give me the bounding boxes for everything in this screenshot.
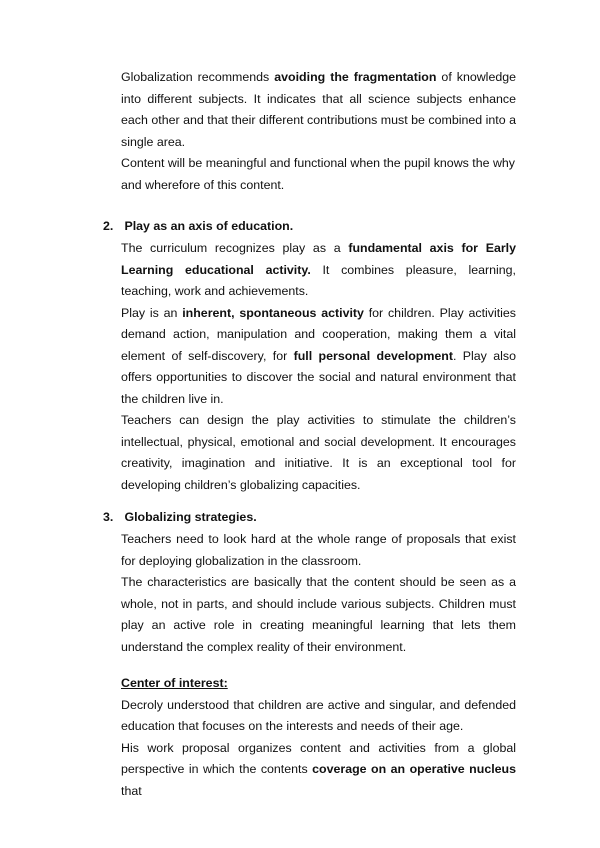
text-run: of knowledge into different subjects. It indicates that all science subjects enhance each other and that their different contributions must be combined into a single area. <box>121 70 517 149</box>
section-2-heading <box>103 216 523 238</box>
text-run: His work proposal organizes content and activities from a global perspective in which the contents <box>121 740 516 776</box>
section-number: 2. <box>103 219 114 233</box>
section-3-heading <box>103 507 523 529</box>
bold-text: coverage on an operative nucleus <box>312 762 516 776</box>
text-run: that <box>121 783 142 798</box>
section-title: Play as an axis of education. <box>124 219 294 233</box>
bold-text: inherent, spontaneous activity <box>182 305 364 320</box>
section-title: Globalizing strategies. <box>124 510 257 524</box>
bold-text: full personal development <box>293 348 453 363</box>
center-paragraph-2 <box>121 738 516 803</box>
center-paragraph-1: Decroly understood that children are active and singular, and defended education that focuses on the interests and needs of their age. <box>121 697 516 733</box>
bold-text: fundamental axis for Early Learning educational activity. <box>121 241 517 277</box>
center-of-interest-block <box>121 673 516 802</box>
section-2-body <box>121 238 516 496</box>
section-3-body <box>121 529 516 658</box>
text-run: for children. Play activities demand action, manipulation and cooperation, making them a vital element of self-discovery, for <box>121 305 517 363</box>
intro-paragraph-2: Content will be meaningful and functional when the pupil knows the why and wherefore of this content. <box>121 156 515 192</box>
section-3-paragraph-2: The characteristics are basically that the content should be seen as a whole, not in parts, and should include various subjects. Children must play an active role in creating meaningful learning that lets them understand the complex reality of their environment. <box>121 575 516 654</box>
text-run: Globalization recommends <box>121 70 275 84</box>
section-3-paragraph-1: Teachers need to look hard at the whole range of proposals that exist for deploying globalization in the classroom. <box>121 532 516 568</box>
intro-block <box>121 67 516 196</box>
section-number: 3. <box>103 510 114 524</box>
bold-text: avoiding the fragmentation <box>274 70 437 84</box>
text-run: It combines pleasure, learning, teaching, work and achievements. <box>121 262 517 298</box>
text-run: . Play also offers opportunities to discover the social and natural environment that the children live in. <box>121 348 516 406</box>
section-2-paragraph-3: Teachers can design the play activities to stimulate the children’s intellectual, physical, emotional and social development. It encourages creativity, imagination and initiative. It is an exceptional tool for developing children’s globalizing capacities. <box>121 413 516 492</box>
center-of-interest-heading: Center of interest: <box>121 676 228 690</box>
section-2-paragraph-2 <box>121 303 516 411</box>
intro-paragraph-1 <box>121 67 516 153</box>
section-2-paragraph-1 <box>121 238 516 303</box>
text-run: Play is an <box>121 305 183 320</box>
text-run: The curriculum recognizes play as a <box>121 241 349 255</box>
